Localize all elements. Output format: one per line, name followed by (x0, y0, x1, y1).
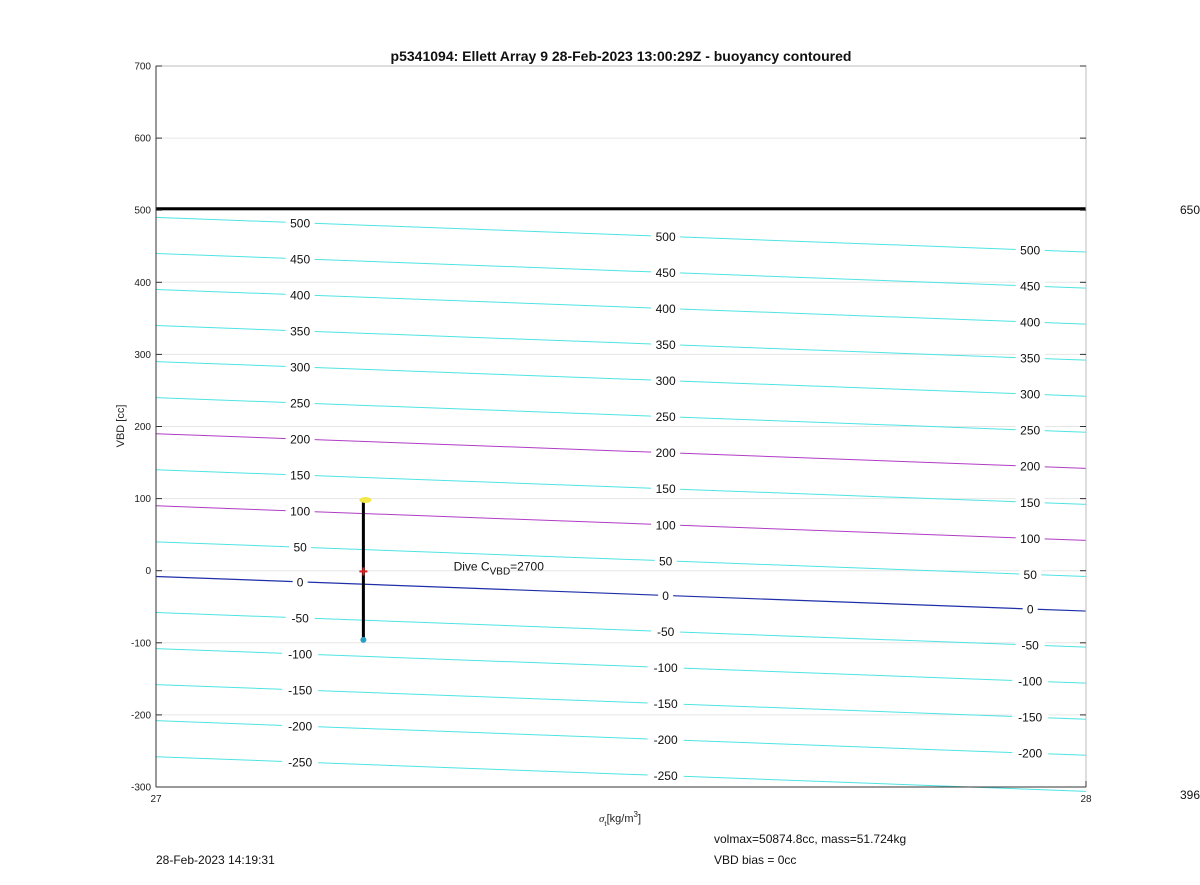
contour-label: -250 (288, 755, 313, 770)
y-tick-label: 700 (134, 61, 151, 73)
footer-vbd-bias: VBD bias = 0cc (714, 853, 797, 867)
contour-label: 100 (290, 504, 311, 519)
contour-label: 50 (293, 540, 307, 555)
contour-label: 100 (655, 518, 676, 533)
x-axis-label (599, 810, 641, 828)
contour-label: 150 (1020, 495, 1041, 510)
contour-labels (282, 216, 1048, 783)
contour-label: -200 (653, 733, 678, 748)
contour-label: 350 (1020, 351, 1041, 366)
dive-end-marker (360, 637, 366, 643)
contour-label: 100 (1020, 531, 1041, 546)
contour-label: -50 (656, 624, 675, 639)
contour-label: 0 (296, 575, 304, 590)
dive-cvbd-annotation-value: =2700 (510, 559, 544, 574)
dive-start-marker (359, 497, 371, 503)
x-axis-label-symbol: σ (598, 813, 605, 825)
y-tick-label: 500 (134, 205, 151, 217)
contour-label: -100 (288, 647, 313, 662)
y-tick-label: -100 (130, 638, 151, 650)
contour-label: 350 (655, 338, 676, 353)
contour-label: -100 (1018, 674, 1043, 689)
x-axis-label-unit-sup: 3 (633, 810, 638, 819)
contour-label: -150 (1018, 710, 1043, 725)
contour-label: -200 (288, 719, 313, 734)
contour-label: -250 (653, 769, 678, 784)
contour-label: 250 (655, 410, 676, 425)
contour-label: 500 (655, 229, 676, 244)
contour-label: 300 (1020, 387, 1041, 402)
contour-label: 400 (655, 301, 676, 316)
y-tick-label: 400 (134, 277, 151, 289)
contour-label: 500 (290, 216, 311, 231)
x-axis-label-unit-end: ] (637, 813, 642, 825)
dive-cvbd-annotation (454, 560, 545, 578)
dive-cvbd-annotation-subscript: VBD (489, 566, 511, 578)
contour-label: 250 (1020, 423, 1041, 438)
footer-volmax: volmax=50874.8cc, mass=51.724kg (714, 832, 907, 846)
contour-label: 350 (290, 324, 311, 339)
contour-label: 50 (1023, 567, 1037, 582)
contour-label: 450 (655, 265, 676, 280)
contour-label: -200 (1018, 746, 1043, 761)
footer-timestamp: 28-Feb-2023 14:19:31 (156, 853, 275, 867)
x-tick-label: 28 (1080, 794, 1092, 805)
chart-title: p5341094: Ellett Array 9 28-Feb-2023 13:00:29Z - buoyancy contoured (390, 48, 852, 64)
contour-label: 50 (658, 554, 673, 569)
y-tick-label: -300 (130, 782, 151, 794)
y-tick-label: 200 (134, 422, 151, 433)
axes (131, 62, 1092, 806)
contour-label: 400 (290, 288, 311, 303)
dive-cvbd-annotation-main: Dive C (453, 559, 490, 574)
contour-label: 200 (655, 446, 676, 461)
contour-label: 0 (662, 588, 669, 603)
contour-label: 300 (290, 360, 311, 375)
contour-label: 250 (290, 396, 311, 411)
grid-lines (156, 66, 1086, 787)
y-tick-label: 600 (134, 133, 151, 145)
contour-label: 200 (290, 432, 311, 447)
y-tick-label: 100 (134, 494, 151, 506)
x-axis-label-subscript: t (604, 819, 607, 828)
contour-label: 400 (1020, 315, 1041, 330)
contour-label: 150 (290, 468, 311, 483)
contour-label: -150 (653, 697, 678, 712)
right-label-top: 650 (1179, 203, 1200, 217)
contour-label: 450 (1020, 279, 1041, 294)
contour-label: -100 (653, 661, 678, 676)
contour-label: 300 (655, 374, 676, 389)
contour-label: 500 (1020, 243, 1041, 258)
contour-label: 0 (1026, 602, 1034, 617)
contour-label: 450 (290, 252, 311, 267)
y-tick-label: -200 (130, 710, 151, 722)
contour-label: 200 (1020, 459, 1041, 474)
x-tick-label: 27 (150, 794, 162, 805)
y-axis-label: VBD [cc] (115, 404, 127, 448)
y-tick-label: 0 (145, 566, 151, 578)
y-tick-label: 300 (134, 349, 151, 361)
x-axis-label-unit: [kg/m (606, 813, 634, 825)
contour-label: -50 (291, 611, 309, 626)
right-label-bottom: 396 (1179, 788, 1200, 802)
contour-label: -150 (288, 683, 313, 698)
contour-label: -50 (1021, 638, 1039, 653)
contour-label: 150 (655, 482, 676, 497)
